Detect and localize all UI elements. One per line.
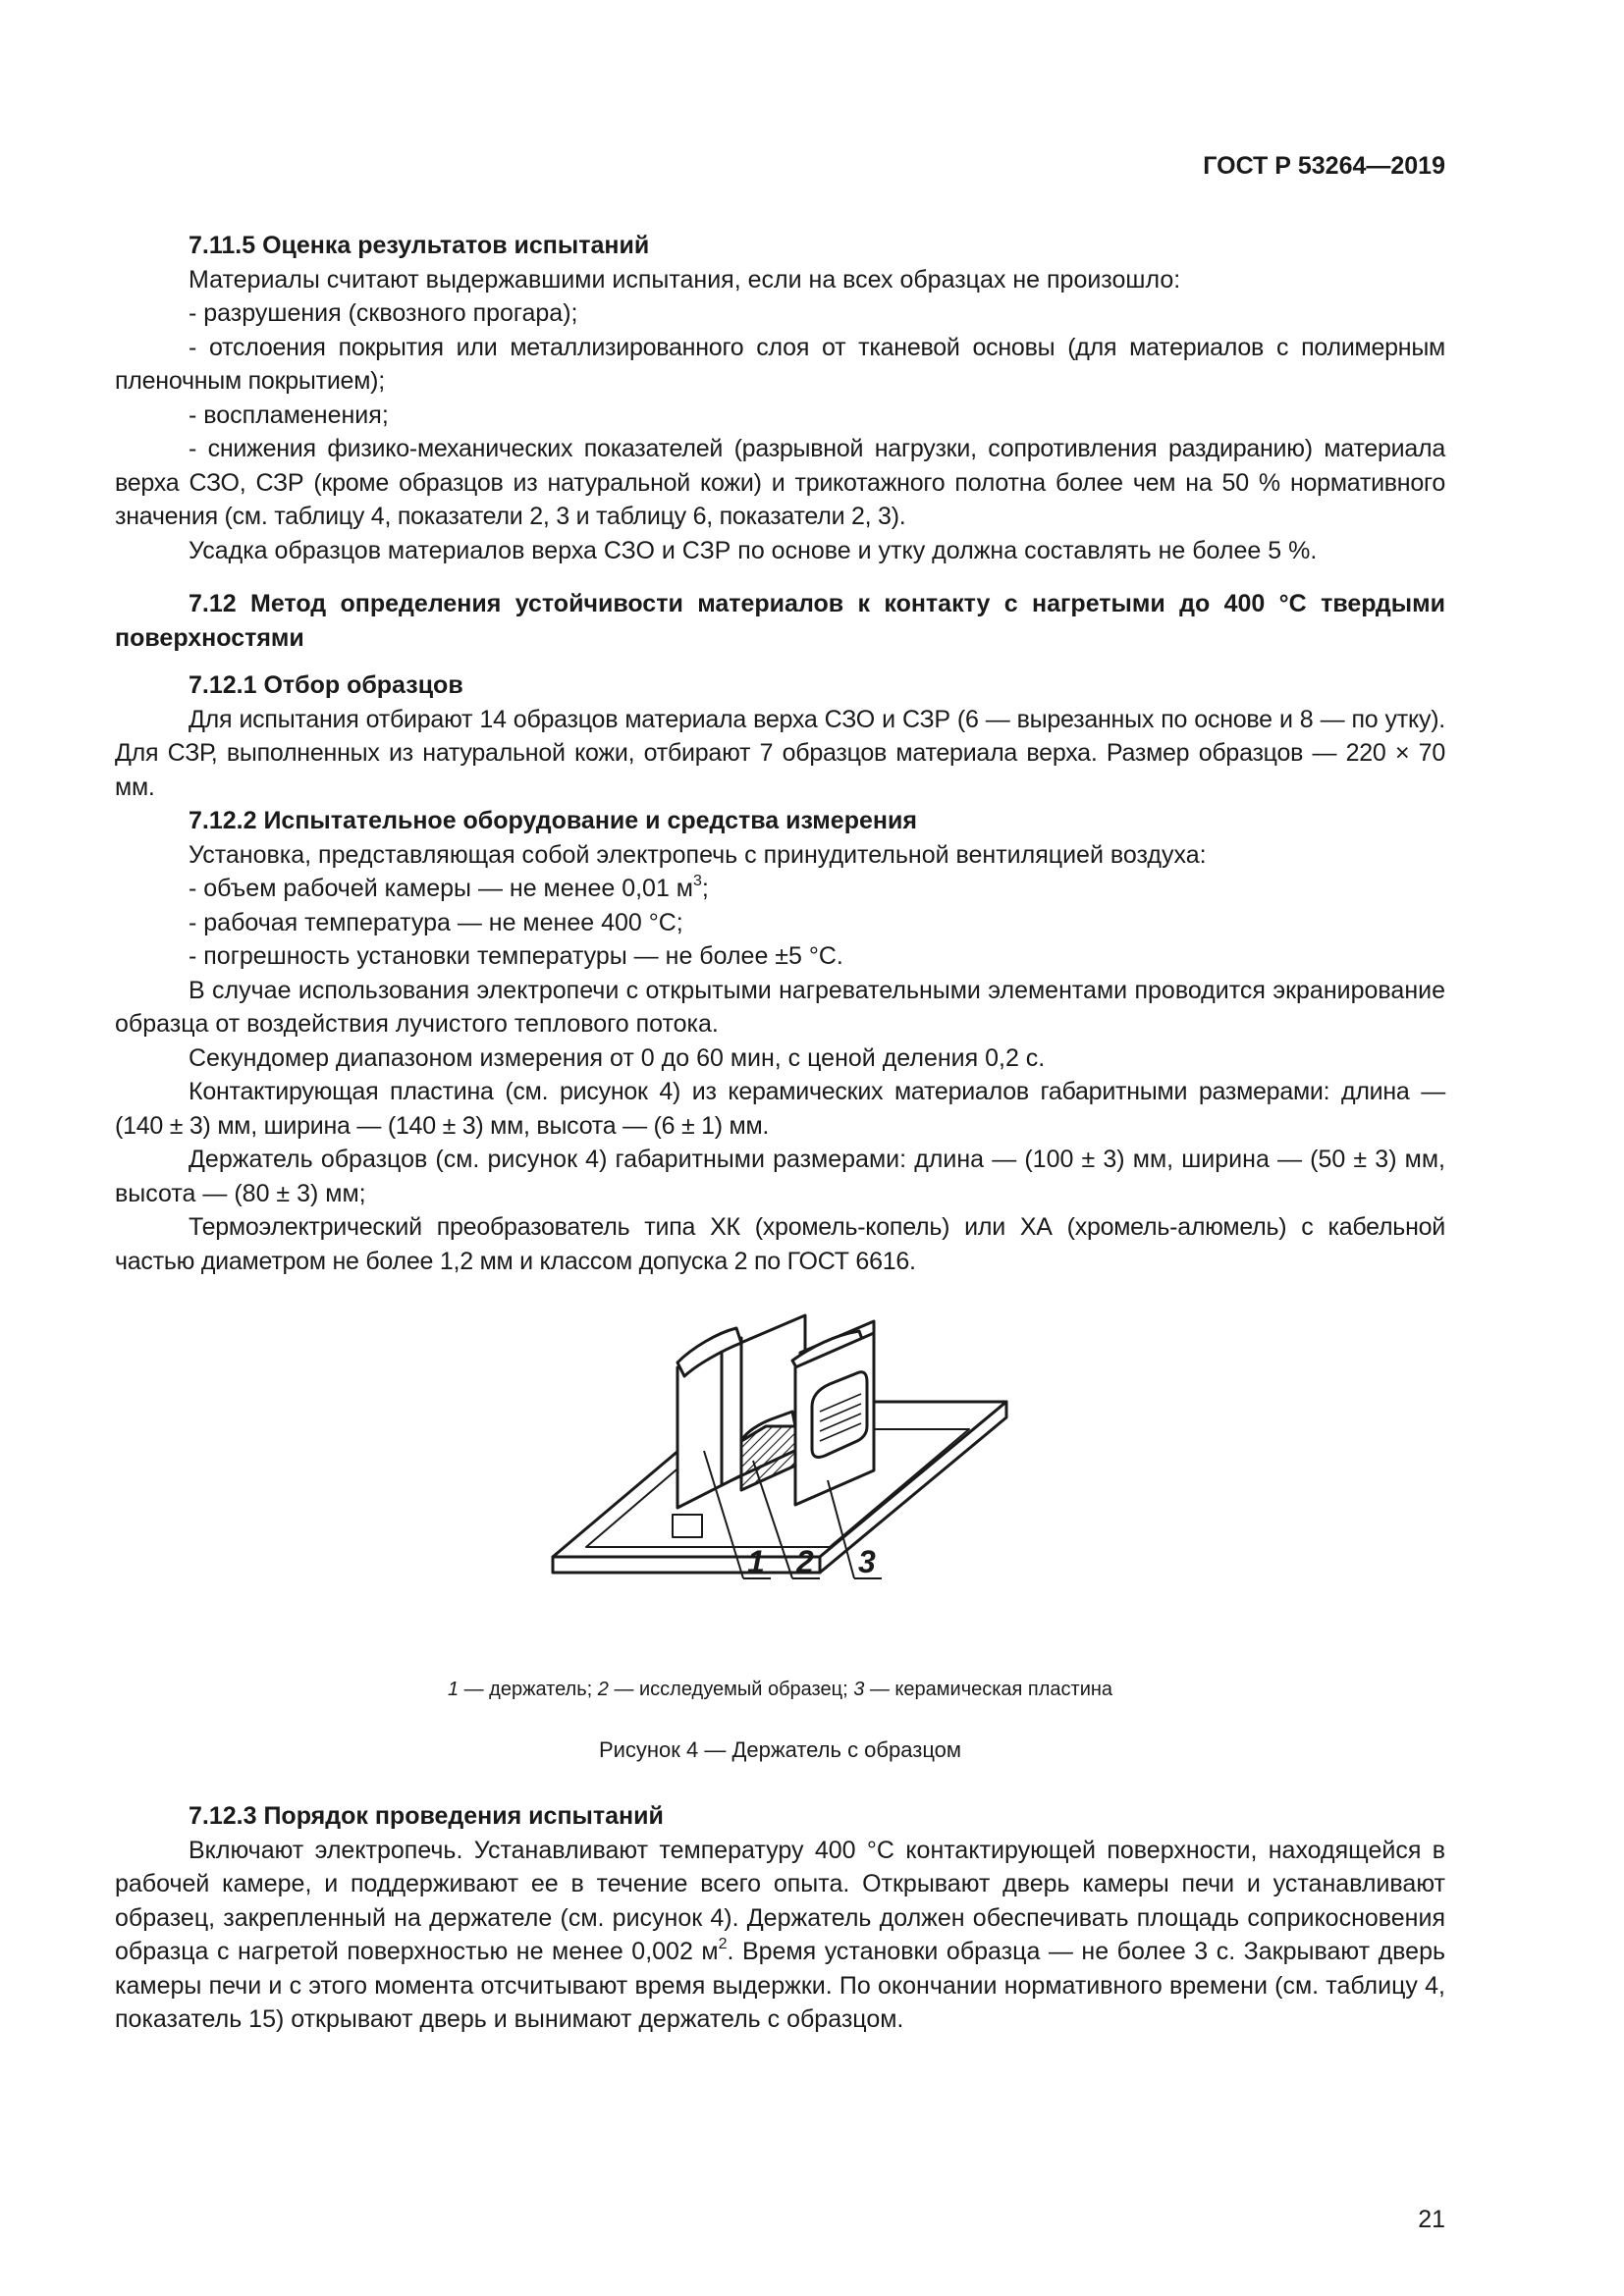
- section-7-12-2-title: 7.12.2 Испытательное оборудование и средства измерения: [189, 807, 917, 834]
- label-plate: 3: [858, 1544, 876, 1579]
- list-item: - погрешность установки температуры — не более ±5 °С.: [189, 942, 843, 970]
- list-item: - объем рабочей камеры — не менее 0,01 $м^3$;: [189, 872, 709, 902]
- shrinkage-paragraph: Усадка образцов материалов верха СЗО и СЗР по основе и утку должна составлять не более 5 %.: [189, 536, 1318, 564]
- page-body-bottom: [115, 1799, 1445, 2037]
- list-item: - воспламенения;: [189, 400, 389, 429]
- plate-paragraph: Контактирующая пластина (см. рисунок 4) из керамических материалов габаритными размерами: длина — (140 ± 3) мм, ширина — (140 ± 3) мм, высота — (6 ± 1) мм.: [115, 1078, 1445, 1140]
- page-body-top: [115, 229, 1445, 1278]
- section-7-12-2-intro: Установка, представляющая собой электропечь с принудительной вентиляцией воздуха:: [189, 840, 1207, 869]
- screening-paragraph: В случае использования электропечи с открытыми нагревательными элементами проводится экранирование образца от воздействия лучистого теплового потока.: [115, 976, 1445, 1038]
- section-7-12-3-title: 7.12.3 Порядок проведения испытаний: [189, 1802, 664, 1830]
- section-7-11-5-title: 7.11.5 Оценка результатов испытаний: [189, 232, 650, 259]
- list-item: - отслоения покрытия или металлизированного слоя от тканевой основы (для материалов с полимерным пленочным покрытием);: [115, 333, 1445, 395]
- section-7-11-5-intro: Материалы считают выдержавшими испытания, если на всех образцах не произошло:: [189, 265, 1181, 294]
- figure-legend: 1 — держатель; 2 — исследуемый образец; 3 — керамическая пластина: [447, 1679, 1113, 1700]
- figure-holder-with-sample: [535, 1294, 1026, 1647]
- list-item: - рабочая температура — не менее 400 °С;: [189, 908, 683, 936]
- section-7-12-3-text: Включают электропечь. Устанавливают температуру 400 °С контактирующей поверхности, находящейся в рабочей камере, и поддерживают ее в течение всего опыта. Открывают дверь камеры печи и устанавливают образец, закрепленный на держателе (см. рисунок 4). Держатель должен обеспечивать площадь соприкосновения образца с нагретой поверхностью не менее 0,002 $м^2$. Время установки образца — не более 3 с. Закрывают дверь камеры печи и с этого момента отсчитывают время выдержки. По окончании нормативного времени (см. таблицу 4, показатель 15) открывают дверь и вынимают держатель с образцом.: [115, 1836, 1445, 2033]
- list-item: - разрушения (сквозного прогара);: [189, 299, 578, 327]
- figure-caption: Рисунок 4 — Держатель с образцом: [598, 1737, 962, 1762]
- section-7-12-1-text: Для испытания отбирают 14 образцов материала верха СЗО и СЗР (6 — вырезанных по основе и 8 — по утку). Для СЗР, выполненных из натуральной кожи, отбирают 7 образцов материала верха. Размер образцов — 220 × 70 мм.: [115, 705, 1445, 801]
- stopwatch-paragraph: Секундомер диапазоном измерения от 0 до 60 мин, с ценой деления 0,2 с.: [189, 1043, 1046, 1072]
- section-7-12-title: 7.12 Метод определения устойчивости материалов к контакту с нагретыми до 400 °С твердыми поверхностями: [115, 590, 1445, 652]
- holder-paragraph: Держатель образцов (см. рисунок 4) габаритными размерами: длина — (100 ± 3) мм, ширина — (50 ± 3) мм, высота — (80 ± 3) мм;: [115, 1146, 1445, 1207]
- list-item: - снижения физико-механических показателей (разрывной нагрузки, сопротивления раздиранию) материала верха СЗО, СЗР (кроме образцов из натуральной кожи) и трикотажного полотна более чем на 50 % нормативного значения (см. таблицу 4, показатели 2, 3 и таблицу 6, показатели 2, 3).: [115, 435, 1445, 530]
- label-sample: 2: [796, 1544, 814, 1579]
- page-number: 21: [1418, 2206, 1445, 2233]
- document-code-header: ГОСТ Р 53264—2019: [1203, 152, 1445, 180]
- thermocouple-paragraph: Термоэлектрический преобразователь типа ХК (хромель-копель) или ХА (хромель-алюмель) с кабельной частью диаметром не более 1,2 мм и классом допуска 2 по ГОСТ 6616.: [115, 1213, 1445, 1275]
- label-holder: 1: [747, 1544, 765, 1579]
- section-7-12-1-title: 7.12.1 Отбор образцов: [189, 671, 463, 699]
